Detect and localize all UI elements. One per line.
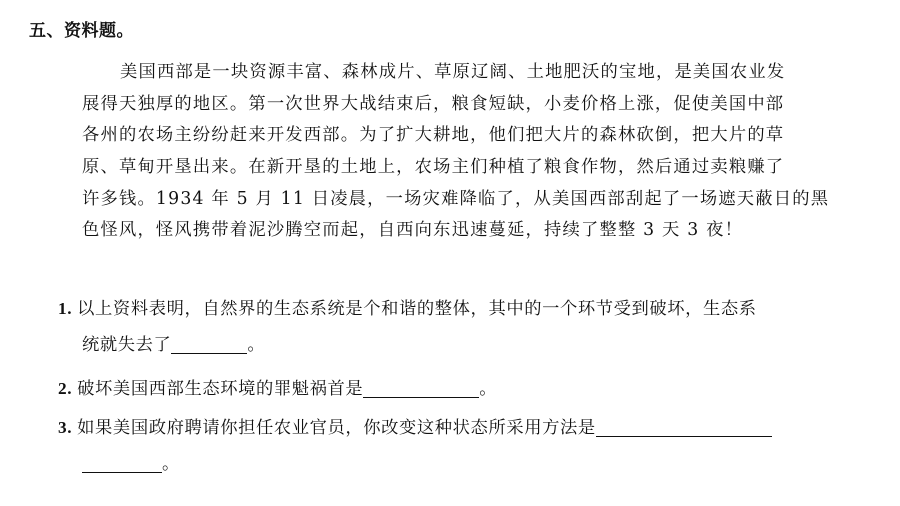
passage-line: 许多钱。1934 年 5 月 11 日凌晨，一场灾难降临了，从美国西部刮起了一场遮天蔽日的黑	[82, 188, 830, 209]
question-number: 2.	[58, 379, 73, 398]
passage-line: 美国西部是一块资源丰富、森林成片、草原辽阔、土地肥沃的宝地，是美国农业发	[120, 62, 786, 82]
answer-blank-2[interactable]	[363, 375, 479, 398]
answer-blank-1[interactable]	[171, 331, 247, 354]
answer-blank-3-continued[interactable]	[82, 450, 162, 473]
question-number: 1.	[58, 299, 73, 318]
question-end-punct: 。	[247, 335, 266, 355]
section-title: 五、资料题。	[29, 21, 134, 41]
question-text: 统就失去了	[82, 335, 172, 355]
question-text: 以上资料表明，自然界的生态系统是个和谐的整体，其中的一个环节受到破坏，生态系	[77, 299, 757, 319]
question-end-punct: 。	[479, 379, 498, 399]
question-end-punct: 。	[162, 454, 180, 474]
passage-line: 各州的农场主纷纷赶来开发西部。为了扩大耕地，他们把大片的森林砍倒，把大片的草	[82, 125, 785, 146]
passage-line: 色怪风，怪风携带着泥沙腾空而起，自西向东迅速蔓延，持续了整整 3 天 3 夜！	[82, 220, 744, 241]
passage-line: 原、草甸开垦出来。在新开垦的土地上，农场主们种植了粮食作物，然后通过卖粮赚了	[82, 157, 785, 178]
question-number: 3.	[58, 418, 73, 437]
question-3	[58, 409, 858, 483]
reading-passage	[82, 57, 842, 247]
passage-line: 展得天独厚的地区。第一次世界大战结束后，粮食短缺，小麦价格上涨，促使美国中部	[82, 93, 785, 114]
question-text: 如果美国政府聘请你担任农业官员，你改变这种状态所采用方法是	[77, 418, 596, 438]
question-1	[58, 290, 858, 364]
question-text: 破坏美国西部生态环境的罪魁祸首是	[77, 379, 364, 399]
question-2	[58, 370, 858, 407]
answer-blank-3[interactable]	[596, 414, 772, 437]
